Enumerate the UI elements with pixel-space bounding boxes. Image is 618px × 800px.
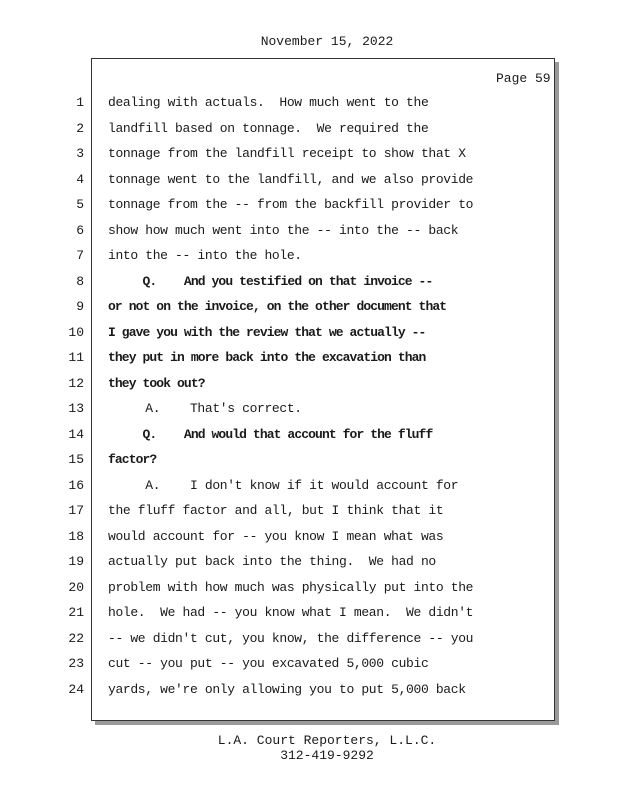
transcript-line <box>0 580 600 600</box>
line-number: 3 <box>76 146 84 161</box>
line-text: dealing with actuals. How much went to the <box>108 95 429 110</box>
line-number: 9 <box>76 299 84 314</box>
transcript-line <box>0 605 600 625</box>
line-text: or not on the invoice, on the other document that <box>108 299 447 314</box>
line-text: tonnage went to the landfill, and we also provide <box>108 171 474 187</box>
transcript-line <box>0 299 600 319</box>
line-text: the fluff factor and all, but I think that it <box>108 503 444 518</box>
transcript-line <box>0 223 600 243</box>
transcript-line <box>0 146 600 166</box>
transcript-line <box>0 401 600 421</box>
line-text: would account for -- you know I mean what was <box>108 528 444 544</box>
transcript-line <box>0 682 600 702</box>
line-number: 22 <box>68 630 84 646</box>
line-text: they put in more back into the excavation than <box>108 350 426 365</box>
line-number: 2 <box>76 120 84 136</box>
line-text: hole. We had -- you know what I mean. We didn't <box>108 605 474 620</box>
line-number: 18 <box>68 528 84 544</box>
transcript-line <box>0 478 600 498</box>
line-text: I gave you with the review that we actually -- <box>108 324 426 340</box>
line-text: Q. And you testified on that invoice -- <box>108 273 433 289</box>
transcript-line <box>0 503 600 523</box>
footer-phone: 312-419-9292 <box>280 748 374 763</box>
line-text: tonnage from the landfill receipt to show that X <box>108 146 466 161</box>
transcript-date: November 15, 2022 <box>260 34 394 49</box>
line-text: A. That's correct. <box>108 401 302 416</box>
line-number: 21 <box>68 605 84 620</box>
line-text: factor? <box>108 452 157 467</box>
line-number: 13 <box>68 401 84 416</box>
line-number: 23 <box>68 656 84 671</box>
line-text: A. I don't know if it would account for <box>108 477 459 493</box>
line-text: yards, we're only allowing you to put 5,000 back <box>108 681 466 697</box>
line-number: 24 <box>68 681 84 697</box>
line-text: Q. And would that account for the fluff <box>108 426 433 442</box>
transcript-line <box>0 325 600 345</box>
line-number: 10 <box>68 324 84 340</box>
line-number: 12 <box>68 375 84 391</box>
line-number: 11 <box>68 350 84 365</box>
line-number: 4 <box>76 171 84 187</box>
line-number: 1 <box>76 95 84 110</box>
line-number: 5 <box>76 197 84 212</box>
line-text: show how much went into the -- into the -- back <box>108 222 459 238</box>
line-text: problem with how much was physically put into the <box>108 579 474 595</box>
line-number: 14 <box>68 426 84 442</box>
line-number: 16 <box>68 477 84 493</box>
transcript-line <box>0 452 600 472</box>
transcript-line <box>0 274 600 294</box>
transcript-line <box>0 197 600 217</box>
transcript-line <box>0 529 600 549</box>
line-text: actually put back into the thing. We had no <box>108 554 436 569</box>
transcript-line <box>0 121 600 141</box>
transcript-line <box>0 376 600 396</box>
line-number: 7 <box>76 248 84 263</box>
line-text: they took out? <box>108 375 205 391</box>
transcript-line <box>0 248 600 268</box>
line-number: 6 <box>76 222 84 238</box>
line-number: 19 <box>68 554 84 569</box>
line-text: cut -- you put -- you excavated 5,000 cubic <box>108 656 429 671</box>
transcript-line <box>0 554 600 574</box>
footer-company: L.A. Court Reporters, L.L.C. <box>217 733 437 748</box>
transcript-line <box>0 427 600 447</box>
transcript-line <box>0 656 600 676</box>
line-text: into the -- into the hole. <box>108 248 302 263</box>
line-text: tonnage from the -- from the backfill provider to <box>108 197 474 212</box>
transcript-line <box>0 631 600 651</box>
line-number: 8 <box>76 273 84 289</box>
page-number: Page 59 <box>496 71 551 86</box>
line-number: 15 <box>68 452 84 467</box>
line-text: -- we didn't cut, you know, the difference -- you <box>108 630 474 646</box>
transcript-line <box>0 350 600 370</box>
transcript-line <box>0 95 600 115</box>
transcript-line <box>0 172 600 192</box>
line-text: landfill based on tonnage. We required the <box>108 120 429 136</box>
line-number: 17 <box>68 503 84 518</box>
line-number: 20 <box>68 579 84 595</box>
